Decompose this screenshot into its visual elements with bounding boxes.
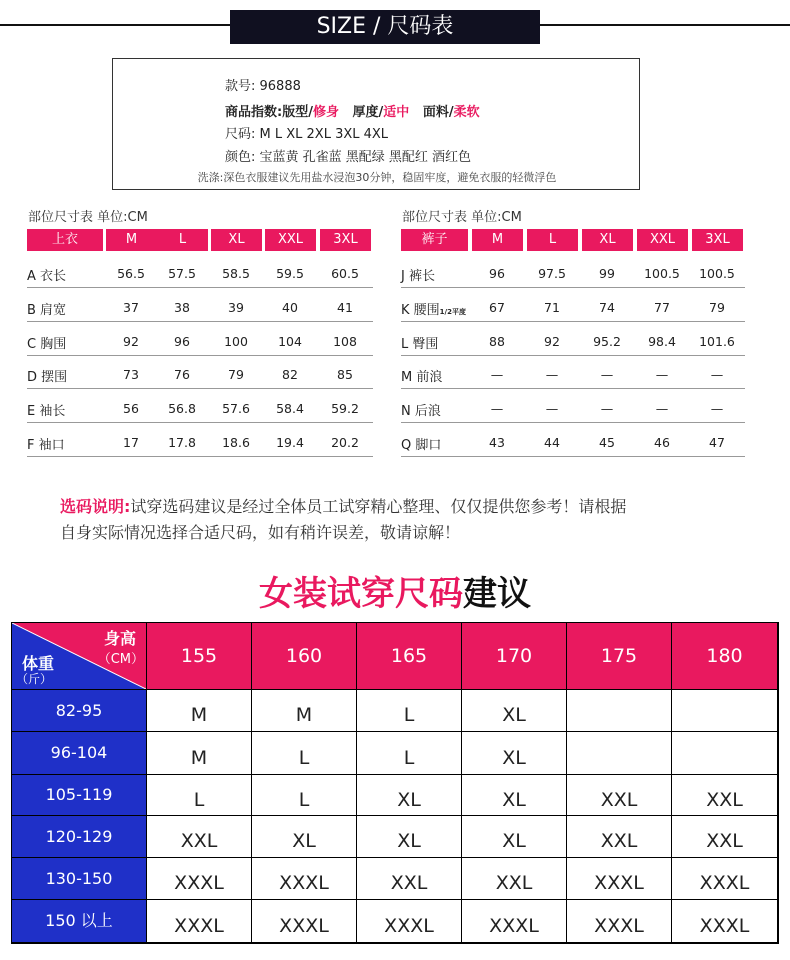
pants-row-divider (401, 388, 745, 389)
size-cell: M (147, 732, 251, 774)
size-cell: L (252, 775, 356, 815)
pants-cell: 98.4 (648, 333, 676, 349)
pants-row-divider (401, 287, 745, 288)
pants-row-label-text: L 臀围 (401, 336, 439, 352)
thickness-label: 厚度/ (352, 105, 384, 120)
weight-cell: 96-104 (12, 732, 146, 774)
size-cell: XXXL (252, 858, 356, 899)
top-cell: 41 (337, 299, 353, 315)
pants-header-4: XXL (637, 229, 688, 251)
top-row-label (27, 265, 66, 284)
pants-row-label (401, 434, 441, 453)
pants-header-5: 3XL (692, 229, 743, 251)
top-cell: 58.4 (276, 401, 304, 417)
pants-cell: 79 (709, 299, 725, 315)
top-cell: 20.2 (331, 435, 359, 450)
pants-header-1: M (472, 229, 523, 251)
pants-row-divider (401, 355, 745, 356)
page-title: SIZE / 尺码表 (230, 10, 540, 44)
top-header-1: M (106, 229, 157, 251)
top-row-label (27, 366, 67, 385)
top-cell: 100 (224, 333, 248, 349)
top-cell: 85 (337, 367, 353, 383)
height-header-cell: 160 (252, 623, 356, 689)
top-cell: 82 (282, 367, 298, 383)
top-cell: 96 (174, 333, 190, 349)
fabric-label: 面料/ (422, 105, 454, 120)
available-colors: 颜色: 宝蓝黄 孔雀蓝 黑配绿 黑配红 酒红色 (225, 150, 472, 165)
size-cell: L (357, 732, 461, 774)
size-cell: XXXL (567, 858, 671, 899)
corner-height-label: 身高 (103, 629, 136, 648)
corner-weight-unit: （斤） (16, 672, 53, 686)
weight-cell: 82-95 (12, 690, 146, 731)
size-cell (567, 732, 671, 774)
height-header-cell: 170 (462, 623, 566, 689)
size-note-label: 选码说明: (60, 497, 131, 516)
size-cell: XXXL (252, 900, 356, 942)
pants-table-title: 部位尺寸表 单位:CM (402, 210, 522, 225)
index-label: 商品指数:版型/ (225, 105, 313, 120)
size-cell: L (147, 775, 251, 815)
top-cell: 76 (174, 367, 190, 383)
pants-row-label (401, 333, 438, 352)
pants-row-label-text: J 裤长 (401, 269, 435, 284)
top-cell: 56.5 (117, 266, 145, 281)
pants-cell: — (710, 367, 724, 383)
grid-corner-header (12, 623, 146, 689)
height-header-cell: 175 (567, 623, 671, 689)
top-cell: 79 (228, 367, 244, 383)
pants-cell: 88 (489, 333, 505, 349)
size-cell: XXXL (357, 900, 461, 942)
pants-cell: — (545, 367, 559, 383)
size-cell: XXL (672, 775, 777, 815)
pants-row-label-text: K 腰围 (401, 302, 440, 318)
size-cell: XL (357, 775, 461, 815)
size-cell: XXXL (147, 900, 251, 942)
top-row-divider (27, 287, 373, 288)
top-cell: 38 (174, 299, 190, 315)
pants-cell: — (600, 401, 614, 417)
pants-cell: 100.5 (699, 266, 735, 281)
top-cell: 18.6 (222, 435, 250, 450)
available-sizes: 尺码: M L XL 2XL 3XL 4XL (225, 127, 389, 142)
pants-cell: 97.5 (538, 266, 566, 281)
size-note (60, 494, 626, 517)
size-cell: M (147, 690, 251, 731)
top-cell: 59.5 (276, 266, 304, 281)
style-number: 款号: 96888 (225, 79, 301, 94)
pants-row-label-note: 1/2平度 (439, 307, 466, 316)
pants-row-label (401, 265, 435, 284)
top-cell: 17 (123, 435, 139, 450)
pants-cell: — (600, 367, 614, 383)
top-cell: 59.2 (331, 401, 359, 417)
size-cell: XXL (672, 816, 777, 857)
pants-cell: — (655, 367, 669, 383)
size-cell (672, 690, 777, 731)
pants-cell: 100.5 (644, 266, 680, 281)
pants-cell: 101.6 (699, 333, 735, 349)
top-row-label-text: B 肩宽 (27, 302, 67, 318)
weight-cell: 130-150 (12, 858, 146, 899)
top-row-label (27, 299, 66, 318)
top-cell: 40 (282, 299, 298, 315)
top-cell: 57.5 (168, 266, 196, 281)
size-cell: L (357, 690, 461, 731)
pants-cell: 99 (599, 266, 615, 281)
corner-weight-label: 体重 (22, 654, 55, 673)
size-cell: XL (462, 732, 566, 774)
top-cell: 104 (278, 333, 302, 349)
top-cell: 37 (123, 299, 139, 315)
top-row-label-text: E 袖长 (27, 404, 66, 420)
pants-cell: — (490, 367, 504, 383)
size-cell: XL (462, 816, 566, 857)
pants-header-0: 裤子 (401, 229, 468, 251)
size-note-line2: 自身实际情况选择合适尺码，如有稍许误差，敬请谅解！ (60, 523, 461, 542)
weight-cell: 120-129 (12, 816, 146, 857)
fabric-value: 柔软 (453, 105, 480, 120)
pants-cell: — (655, 401, 669, 417)
pants-header-2: L (527, 229, 578, 251)
top-cell: 92 (123, 333, 139, 349)
pants-cell: — (545, 401, 559, 417)
top-header-2: L (157, 229, 208, 251)
top-row-divider (27, 321, 373, 322)
top-cell: 17.8 (168, 435, 196, 450)
pants-cell: 47 (709, 435, 725, 450)
top-row-divider (27, 456, 373, 457)
pants-cell: 71 (544, 299, 560, 315)
top-row-label-text: A 衣长 (27, 269, 67, 284)
pants-row-divider (401, 422, 745, 423)
wash-note: 洗涤:深色衣服建议先用盐水浸泡30分钟，稳固牢度，避免衣服的轻微浮色 (197, 171, 557, 184)
size-cell (567, 690, 671, 731)
thickness-value: 适中 (383, 105, 410, 120)
size-cell: XXXL (147, 858, 251, 899)
pants-cell: — (710, 401, 724, 417)
product-info-box (112, 58, 640, 190)
pants-cell: — (490, 401, 504, 417)
size-cell: XXXL (567, 900, 671, 942)
size-cell: XL (357, 816, 461, 857)
top-row-label (27, 400, 65, 419)
pants-cell: 67 (489, 299, 505, 315)
pants-row-label (401, 299, 466, 318)
recommend-grid (11, 622, 779, 944)
top-cell: 73 (123, 367, 139, 383)
top-cell: 58.5 (222, 266, 250, 281)
size-cell: XL (462, 775, 566, 815)
size-note-line1: 试穿选码建议是经过全体员工试穿精心整理、仅仅提供您参考！请根据 (130, 497, 627, 516)
top-row-divider (27, 388, 373, 389)
pants-cell: 43 (489, 435, 505, 450)
size-cell: XXXL (462, 900, 566, 942)
corner-height-unit: （CM） (97, 652, 144, 667)
size-cell: XXL (567, 816, 671, 857)
top-cell: 19.4 (276, 435, 304, 450)
top-row-label-text: C 胸围 (27, 336, 67, 352)
pants-row-label-text: Q 脚口 (401, 438, 442, 453)
height-header-cell: 155 (147, 623, 251, 689)
pants-cell: 74 (599, 299, 615, 315)
pants-row-label (401, 400, 441, 419)
pants-cell: 77 (654, 299, 670, 315)
pants-cell: 95.2 (593, 333, 621, 349)
top-row-label (27, 333, 66, 352)
top-header-3: XL (211, 229, 262, 251)
size-cell: XXL (567, 775, 671, 815)
top-header-0: 上衣 (27, 229, 103, 251)
recommend-title (0, 566, 790, 615)
recommend-title-pink: 女装试穿尺码 (259, 574, 463, 614)
top-cell: 39 (228, 299, 244, 315)
pants-cell: 44 (544, 435, 560, 450)
weight-cell: 150 以上 (12, 900, 146, 942)
top-cell: 60.5 (331, 266, 359, 281)
top-header-4: XXL (265, 229, 316, 251)
top-row-divider (27, 355, 373, 356)
pants-cell: 92 (544, 333, 560, 349)
size-cell: M (252, 690, 356, 731)
top-row-label-text: D 摆围 (27, 370, 68, 386)
pants-cell: 96 (489, 266, 505, 281)
size-cell (672, 732, 777, 774)
pants-header-3: XL (582, 229, 633, 251)
size-cell: L (252, 732, 356, 774)
size-cell: XXXL (672, 900, 777, 942)
size-cell: XL (252, 816, 356, 857)
top-row-divider (27, 422, 373, 423)
pants-cell: 46 (654, 435, 670, 450)
recommend-title-black: 建议 (463, 574, 531, 614)
pants-row-divider (401, 321, 745, 322)
size-cell: XXL (147, 816, 251, 857)
index-fit: 修身 (312, 105, 339, 120)
pants-row-label (401, 366, 442, 385)
pants-cell: 45 (599, 435, 615, 450)
pants-row-label-text: M 前浪 (401, 370, 443, 386)
size-cell: XXXL (672, 858, 777, 899)
top-cell: 57.6 (222, 401, 250, 417)
weight-cell: 105-119 (12, 775, 146, 815)
size-cell: XXL (357, 858, 461, 899)
top-row-label-text: F 袖口 (27, 438, 65, 453)
pants-row-divider (401, 456, 745, 457)
top-cell: 56.8 (168, 401, 196, 417)
height-header-cell: 180 (672, 623, 777, 689)
top-header-5: 3XL (320, 229, 371, 251)
pants-row-label-text: N 后浪 (401, 404, 441, 420)
product-index (225, 101, 480, 120)
size-cell: XXL (462, 858, 566, 899)
top-cell: 56 (123, 401, 139, 417)
top-cell: 108 (333, 333, 357, 349)
size-cell: XL (462, 690, 566, 731)
height-header-cell: 165 (357, 623, 461, 689)
top-table-title: 部位尺寸表 单位:CM (28, 210, 148, 225)
top-row-label (27, 434, 65, 453)
